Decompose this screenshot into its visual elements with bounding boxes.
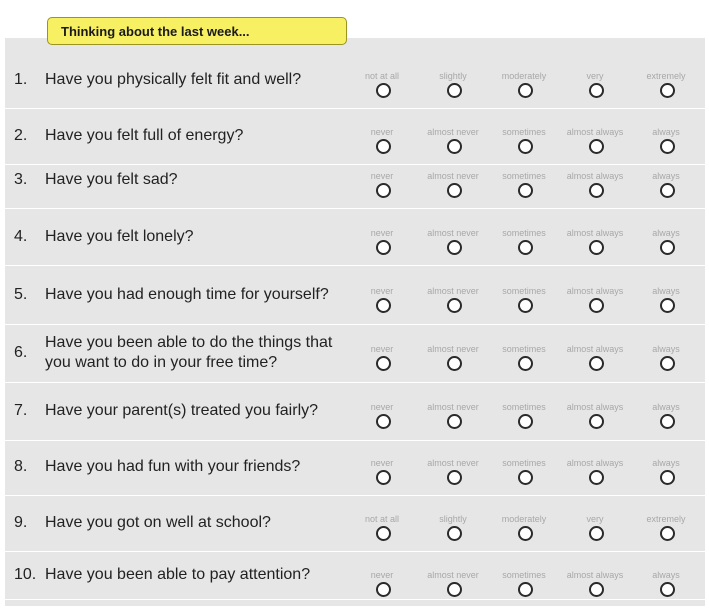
answer-option [418,438,488,495]
answer-radio[interactable] [589,183,604,198]
question-number: 6. [14,344,28,361]
answer-radio[interactable] [447,470,462,485]
answer-label: almost never [427,458,479,468]
answer-option [489,382,559,439]
answer-label: never [370,402,394,412]
answer-label: never [370,344,394,354]
answer-option [489,324,559,381]
answer-option [631,51,701,108]
question-text: Have you been able to pay attention? [45,565,311,583]
question-text: Have you had enough time for yourself? [45,286,329,303]
answer-radio[interactable] [589,526,604,541]
answer-option [347,208,417,265]
answer-option [631,208,701,265]
answer-option [560,151,630,208]
answer-radio[interactable] [518,470,533,485]
answer-label: extremely [646,71,686,81]
answer-label: sometimes [502,286,546,296]
answer-option [560,438,630,495]
question-row [5,494,705,552]
question-text: Have you got on well at school? [45,513,271,531]
answer-label: never [370,171,394,181]
question-number: 10. [14,565,37,583]
answer-radio[interactable] [589,83,604,98]
answer-radio[interactable] [589,582,604,597]
answer-radio[interactable] [447,526,462,541]
answer-radio[interactable] [518,356,533,371]
answer-label: always [652,228,680,238]
answer-radio[interactable] [518,240,533,255]
answer-label: very [586,71,604,81]
question-row [5,51,705,109]
answer-label: almost never [427,286,479,296]
answer-radio[interactable] [447,240,462,255]
question-number: 1. [14,70,28,88]
section-header: Thinking about the last week... [47,17,347,45]
answer-radio[interactable] [447,356,462,371]
question-number: 3. [14,170,28,188]
answer-label: slightly [439,71,467,81]
question-row [5,151,705,209]
question-number: 7. [14,402,28,419]
answer-label: sometimes [502,171,546,181]
answer-radio[interactable] [376,470,391,485]
answer-radio[interactable] [447,582,462,597]
answer-label: never [370,286,394,296]
answer-option [418,51,488,108]
answer-option [347,438,417,495]
answer-label: almost always [566,286,624,296]
question-row [5,208,705,266]
answer-radio[interactable] [376,356,391,371]
answer-radio[interactable] [518,83,533,98]
answer-radio[interactable] [518,298,533,313]
answer-label: sometimes [502,402,546,412]
answer-label: always [652,402,680,412]
answer-radio[interactable] [660,240,675,255]
answer-option [489,550,559,607]
answer-option [560,51,630,108]
answer-label: very [586,514,604,524]
answer-label: not at all [364,514,400,524]
answer-radio[interactable] [376,526,391,541]
answer-label: never [370,228,394,238]
question-row [5,382,705,441]
question-row [5,266,705,325]
answer-option [489,208,559,265]
question-text: Have you felt sad? [45,170,178,188]
question-text: Have you felt full of energy? [45,126,244,144]
answer-label: always [652,570,680,580]
answer-radio[interactable] [660,414,675,429]
answer-option [347,151,417,208]
answer-label: almost never [427,344,479,354]
answer-radio[interactable] [660,526,675,541]
answer-option [631,266,701,323]
answer-option [418,550,488,607]
answer-label: extremely [646,514,686,524]
answer-label: almost always [566,570,624,580]
answer-label: sometimes [502,570,546,580]
answer-option [489,494,559,551]
answer-option [489,151,559,208]
answer-radio[interactable] [376,298,391,313]
answer-radio[interactable] [589,298,604,313]
answer-radio[interactable] [376,83,391,98]
answer-label: never [370,570,394,580]
answer-option [418,151,488,208]
question-row [5,550,705,600]
answer-label: almost never [427,570,479,580]
answer-option [560,494,630,551]
answer-option [418,208,488,265]
answer-option [489,51,559,108]
answer-radio[interactable] [589,240,604,255]
answer-label: almost always [566,344,624,354]
answer-radio[interactable] [660,83,675,98]
answer-radio[interactable] [518,414,533,429]
answer-option [560,324,630,381]
answer-option [631,550,701,607]
answer-label: not at all [364,71,400,81]
answer-option [560,208,630,265]
answer-radio[interactable] [589,414,604,429]
answer-radio[interactable] [660,582,675,597]
question-number: 4. [14,227,28,245]
question-number: 5. [14,286,28,303]
answer-label: never [370,458,394,468]
answer-label: sometimes [502,228,546,238]
answer-label: always [652,127,680,137]
answer-radio[interactable] [660,183,675,198]
answer-option [631,151,701,208]
question-row [5,324,705,383]
question-text: Have you had fun with your friends? [45,457,301,475]
answer-option [347,51,417,108]
answer-label: almost always [566,402,624,412]
answer-radio[interactable] [518,183,533,198]
answer-option [418,266,488,323]
answer-radio[interactable] [660,470,675,485]
answer-option [418,382,488,439]
answer-label: almost always [566,127,624,137]
answer-label: almost never [427,127,479,137]
answer-label: always [652,171,680,181]
answer-radio[interactable] [376,183,391,198]
answer-radio[interactable] [660,356,675,371]
answer-option [560,382,630,439]
answer-option [631,382,701,439]
question-number: 2. [14,126,28,144]
answer-option [631,494,701,551]
question-text: Have your parent(s) treated you fairly? [45,402,319,419]
question-text: Have you felt lonely? [45,227,194,245]
answer-label: always [652,458,680,468]
answer-option [489,266,559,323]
answer-option [347,382,417,439]
question-number: 9. [14,513,28,531]
answer-radio[interactable] [376,240,391,255]
answer-label: moderately [501,514,547,524]
question-text: Have you physically felt fit and well? [45,70,302,88]
answer-radio[interactable] [447,183,462,198]
answer-label: sometimes [502,458,546,468]
answer-option [631,438,701,495]
answer-option [347,494,417,551]
answer-label: almost never [427,228,479,238]
answer-label: never [370,127,394,137]
answer-label: almost never [427,171,479,181]
question-text: Have you been able to do the things that you want to do in your free time? [45,334,333,371]
answer-radio[interactable] [589,470,604,485]
answer-radio[interactable] [589,356,604,371]
answer-option [347,324,417,381]
answer-option [489,438,559,495]
answer-label: sometimes [502,127,546,137]
answer-option [560,550,630,607]
answer-radio[interactable] [447,414,462,429]
answer-label: sometimes [502,344,546,354]
answer-radio[interactable] [660,298,675,313]
answer-label: almost always [566,458,624,468]
answer-radio[interactable] [518,526,533,541]
answer-radio[interactable] [518,582,533,597]
answer-radio[interactable] [447,298,462,313]
answer-radio[interactable] [447,83,462,98]
answer-radio[interactable] [376,414,391,429]
answer-option [418,324,488,381]
answer-option [631,324,701,381]
answer-label: almost always [566,171,624,181]
answer-label: always [652,286,680,296]
question-row [5,438,705,496]
answer-option [560,266,630,323]
answer-radio[interactable] [376,582,391,597]
answer-label: almost never [427,402,479,412]
answer-label: always [652,344,680,354]
answer-option [347,550,417,607]
answer-label: slightly [439,514,467,524]
answer-label: moderately [501,71,547,81]
answer-label: almost always [566,228,624,238]
answer-option [347,266,417,323]
question-number: 8. [14,457,28,475]
answer-option [418,494,488,551]
